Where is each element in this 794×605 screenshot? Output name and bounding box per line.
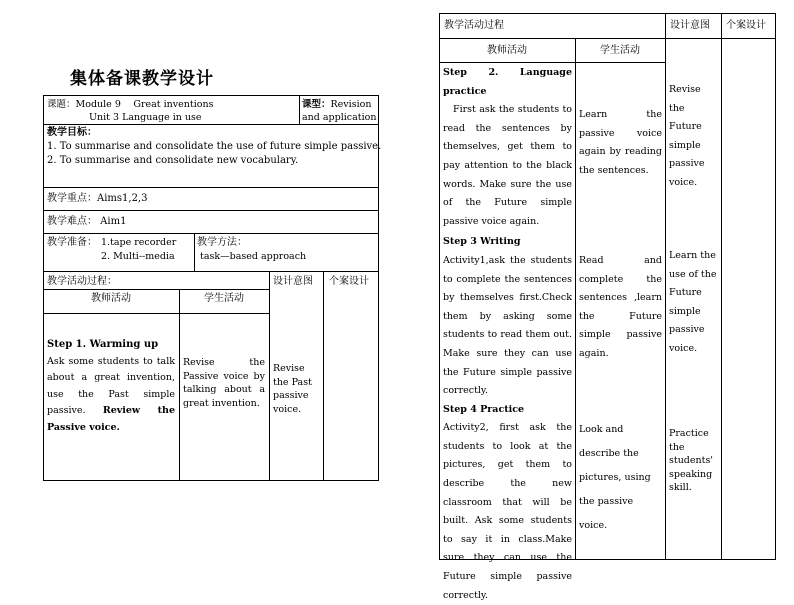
step1-text xyxy=(47,354,175,436)
step4-text: Activity2, first ask the students to look at the pictures, get them to describe the new classroom that will be built. Ask some students to say it in class.Make sure they can use the Future simple passive correctly. xyxy=(443,422,572,601)
lesson-type-label: 课型： xyxy=(302,99,331,110)
right-student-activity-header: 学生活动 xyxy=(600,45,640,56)
step2-text: First ask the students to read the sentences by themselves, get them to pay attention to the black words. Make sure the use of the Future simple passive voice again. xyxy=(443,104,572,227)
key-points: 教学重点：Aims1,2,3 xyxy=(47,193,148,204)
teacher-activities xyxy=(443,64,572,605)
step4-title: Step 4 Practice xyxy=(443,403,525,415)
difficulty: 教学难点： Aim1 xyxy=(47,216,127,227)
step1-student: Revise the Passive voice by talking about a great invention. xyxy=(183,357,265,409)
student-step2: Learn the passive voice again by reading the sentences. xyxy=(579,109,662,176)
right-teacher-activity-header: 教师活动 xyxy=(487,45,527,56)
step2-title: Step 2. Language practice xyxy=(443,67,572,97)
right-personal-design-header: 个案设计 xyxy=(726,20,766,31)
teacher-activity-header: 教师活动 xyxy=(91,293,131,304)
student-step3: Read and complete the sentences ,learn the Future simple passive again. xyxy=(579,255,662,359)
step3-title: Step 3 Writing xyxy=(443,236,521,248)
lesson-type-value: Revision and application xyxy=(302,99,377,123)
step3-text: Activity1,ask the students to complete the sentences by themselves first.Check them by asking some students to read them out. Make sure they can use the Future simple passive correctly. xyxy=(443,254,572,397)
step1-title: Step 1. Warming up xyxy=(47,339,159,350)
method-value: task—based approach xyxy=(200,251,307,262)
step1-review: Review the Passive voice. xyxy=(47,405,175,433)
intent-step3: Learn the use of the Future simple passive voice. xyxy=(669,250,717,354)
design-intent-header: 设计意图 xyxy=(273,276,313,287)
prep-item-2: 2. Multi--media xyxy=(101,251,175,262)
aim-1: 1. To summarise and consolidate the use of future simple passive. xyxy=(47,141,382,152)
step1-intent: Revise the Past passive voice. xyxy=(273,363,312,415)
lesson-type xyxy=(302,98,378,124)
student-step4: Look and describe the pictures, using the passive voice. xyxy=(579,424,651,531)
prep-label: 教学准备： xyxy=(47,237,97,248)
page-title: 集体备课教学设计 xyxy=(70,69,214,89)
step1-body: Ask some students to talk about a great invention, use the Past simple passive. xyxy=(47,356,175,417)
topic-label: 课题：Module 9 Great inventions xyxy=(47,99,214,110)
right-design-intent-header: 设计意图 xyxy=(670,20,710,31)
aim-2: 2. To summarise and consolidate new vocabulary. xyxy=(47,155,299,166)
method-label: 教学方法： xyxy=(197,237,247,248)
prep-item-1: 1.tape recorder xyxy=(101,237,177,248)
process-label: 教学活动过程： xyxy=(47,276,117,287)
personal-design-header: 个案设计 xyxy=(329,276,369,287)
topic-unit: Unit 3 Language in use xyxy=(89,112,202,123)
intent-step2: Revise the Future simple passive voice. xyxy=(669,84,705,188)
aims-label: 教学目标： xyxy=(47,127,97,138)
right-process-label: 教学活动过程 xyxy=(444,20,504,31)
student-activity-header: 学生活动 xyxy=(204,293,244,304)
intent-step4: Practice the students' speaking skill. xyxy=(669,428,713,493)
